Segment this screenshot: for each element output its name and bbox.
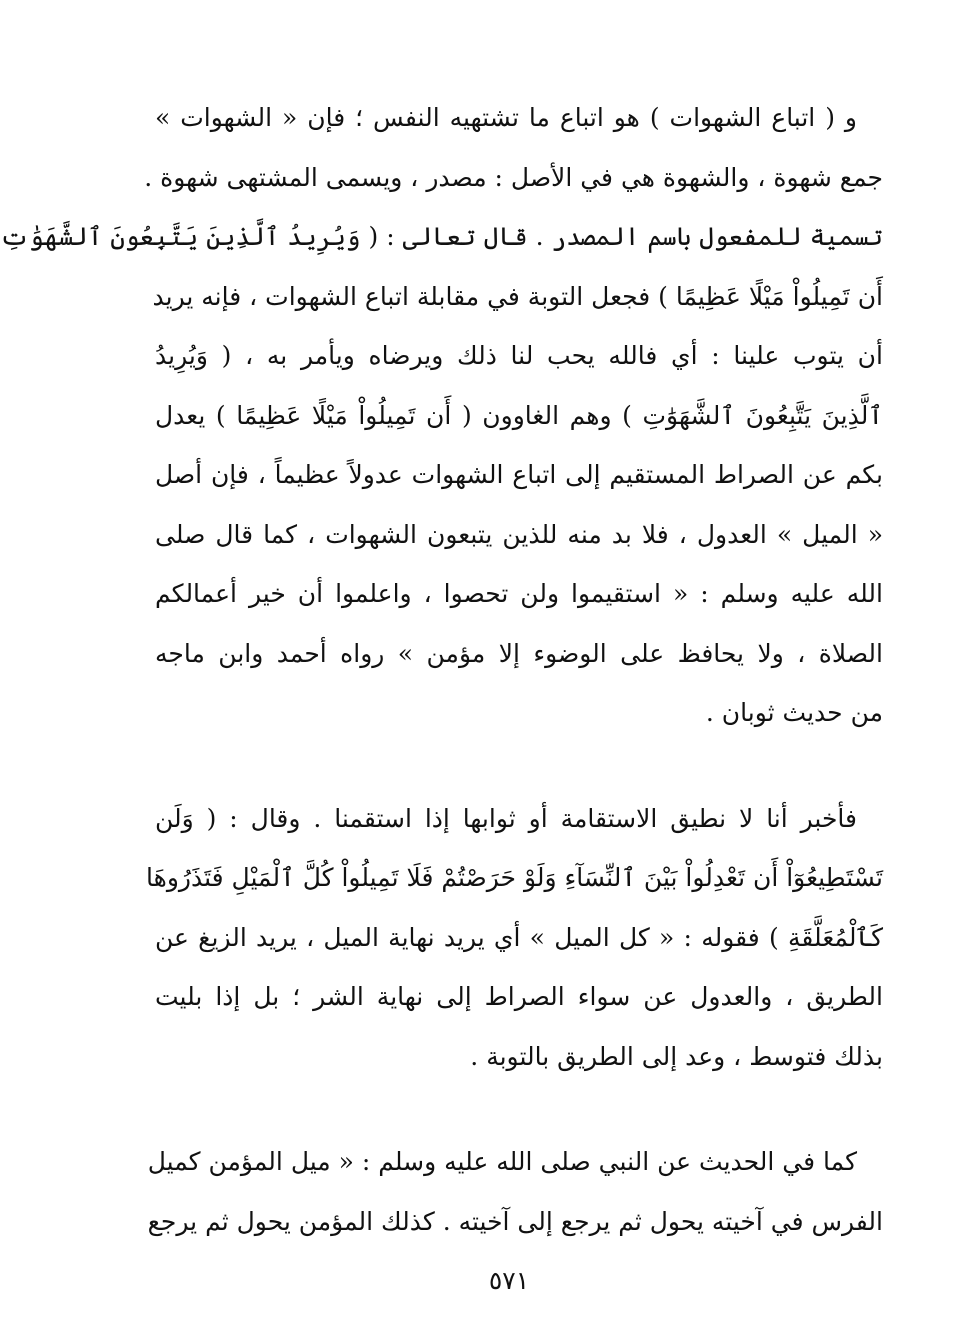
text-line: بذلك فتوسط ، وعد إلى الطريق بالتوبة .: [470, 1041, 883, 1071]
text-line: تسمية للمفعول باسم المصدر . قال تعالى : ( وَيُرِيدُ ٱلَّذِينَ يَتَّبِعُونَ ٱلشَّهَوَٰتِ: [0, 222, 883, 251]
text-line: أَن تَمِيلُواْ مَيْلًا عَظِيمًا ) فجعل التوبة في مقابلة اتباع الشهوات ، فإنه يريد: [152, 281, 883, 311]
text-line: فأخبر أنا لا نطيق الاستقامة أو ثوابها إذا استقمنا . وقال : ( وَلَن: [155, 803, 857, 833]
page-body: [0, 88, 883, 1251]
text-line: كما في الحديث عن النبي صلى الله عليه وسلم : « ميل المؤمن كميل: [147, 1147, 857, 1176]
text-line: و ( اتباع الشهوات ) هو اتباع ما تشتهيه النفس ؛ فإن « الشهوات »: [155, 103, 857, 132]
text-line: من حديث ثوبان .: [705, 698, 883, 727]
text-line: أن يتوب علينا : أي فالله يحب لنا ذلك ويرضاه ويأمر به ، ( وَيُرِيدُ: [155, 341, 883, 370]
paragraph: [0, 88, 883, 743]
text-line: بكم عن الصراط المستقيم إلى اتباع الشهوات عدولاً عظيماً ، فإن أصل: [155, 460, 883, 489]
text-line: الطريق ، والعدول عن سواء الصراط إلى نهاية الشر ؛ بل إذا بليت: [155, 982, 883, 1011]
paragraph: [147, 1132, 883, 1251]
text-line: ٱلَّذِينَ يَتَّبِعُونَ ٱلشَّهَوَٰتِ ) وهم الغاوون ( أَن تَمِيلُواْ مَيْلًا عَظِيمًا ) يعدل: [155, 400, 883, 430]
paragraph: [146, 789, 883, 1087]
page-number: ٥٧١: [488, 1266, 530, 1295]
text-line: الصلاة ، ولا يحافظ على الوضوء إلا مؤمن » رواه أحمد وابن ماجه: [155, 638, 883, 668]
text-line: جمع شهوة ، والشهوة هي في الأصل : مصدر ، ويسمى المشتهى شهوة .: [144, 162, 883, 192]
text-line: الله عليه وسلم : « استقيموا ولن تحصوا ، واعلموا أن خير أعمالكم: [155, 579, 883, 608]
text-line: كَٱلْمُعَلَّقَةِ ) فقوله : « كل الميل » أي يريد نهاية الميل ، يريد الزيغ عن: [155, 922, 883, 952]
text-line: الفرس في آخيته يحول ثم يرجع إلى آخيته . كذلك المؤمن يحول ثم يرجع: [147, 1206, 883, 1236]
text-line: تَسْتَطِيعُوٓاْ أَن تَعْدِلُواْ بَيْنَ ٱلنِّسَآءِ وَلَوْ حَرَصْتُمْ فَلَا تَمِيلُواْ كُلَّ ٱلْمَيْلِ فَتَذَرُوهَا: [146, 863, 883, 892]
text-line: « الميل » العدول ، فلا بد منه للذين يتبعون الشهوات ، كما قال صلى: [155, 519, 883, 549]
